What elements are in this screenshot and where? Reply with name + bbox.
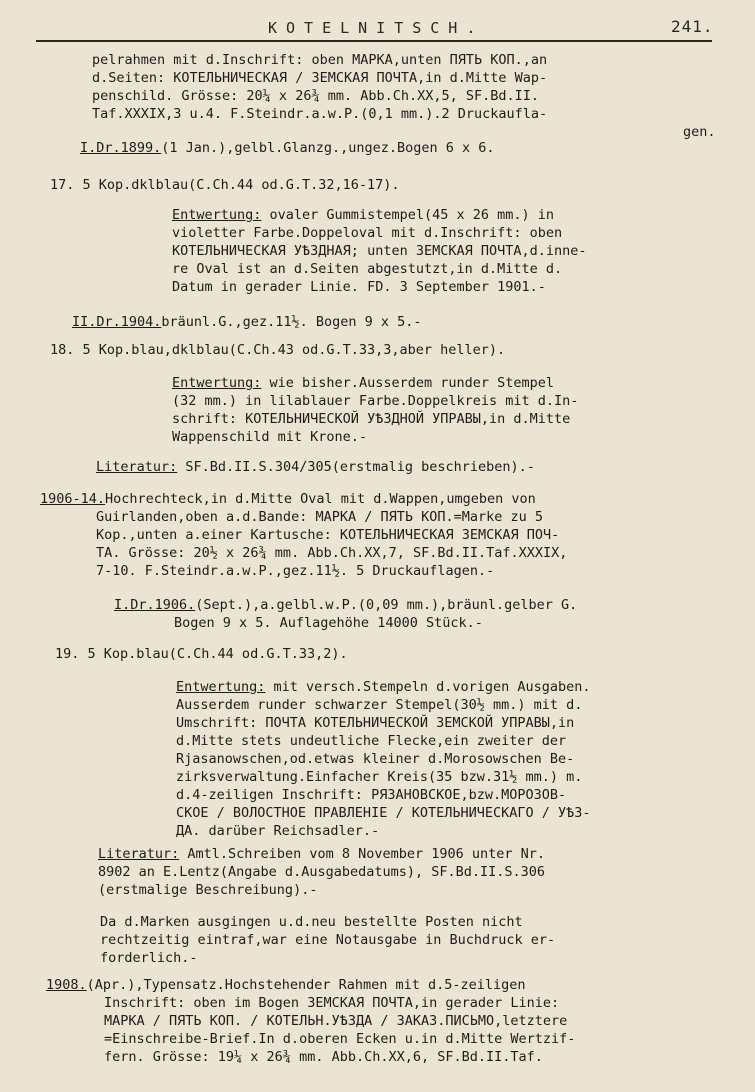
- line-text: (32 mm.) in lilablauer Farbe.Doppelkreis mit d.In-: [172, 393, 579, 409]
- line-text: Amtl.Schreiben vom 8 November 1906 unter Nr.: [179, 846, 546, 862]
- text-line: [172, 260, 587, 278]
- line-text: Da d.Marken ausgingen u.d.neu bestellte Posten nicht: [100, 914, 523, 930]
- line-text: d.Mitte stets undeutliche Flecke,ein zweiter der: [176, 733, 567, 749]
- text-block-cancel-17: [172, 206, 587, 296]
- underlined-label: I.Dr.1899.: [80, 140, 162, 156]
- text-line: [176, 786, 591, 804]
- line-text: (Apr.),Typensatz.Hochstehender Rahmen mit d.5-zeiligen: [86, 977, 526, 993]
- underlined-label: Literatur:: [98, 846, 180, 862]
- line-text: 7-10. F.Steindr.a.w.P.,gez.11½. 5 Druckauflagen.-: [96, 563, 495, 579]
- header-rule: [36, 40, 712, 42]
- line-text: zirksverwaltung.Einfacher Kreis(35 bzw.31½ mm.) m.: [176, 769, 583, 785]
- line-text: Datum in gerader Linie. FD. 3 September 1901.-: [172, 279, 546, 295]
- text-line: [172, 206, 587, 224]
- line-text: КОТЕЛЬНИЧЕСКАЯ УѢЗДНАЯ; unten ЗЕМСКАЯ ПОЧТА,d.inne-: [172, 243, 587, 259]
- line-text: mit versch.Stempeln d.vorigen Ausgaben.: [265, 679, 591, 695]
- text-line: [80, 139, 495, 157]
- text-block-cancel-18: [172, 374, 578, 446]
- text-line: [176, 732, 591, 750]
- text-line: [40, 526, 567, 544]
- text-block-printing-1906: [114, 596, 577, 632]
- line-text: (erstmalige Beschreibung).-: [98, 882, 318, 898]
- text-block-intro-continued: [92, 51, 716, 141]
- line-text: 17. 5 Kop.dklblau(C.Ch.44 od.G.T.32,16-17).: [50, 177, 400, 193]
- underlined-label: I.Dr.1906.: [114, 597, 196, 613]
- text-line: [96, 458, 535, 476]
- line-text: 19. 5 Kop.blau(C.Ch.44 od.G.T.33,2).: [55, 646, 348, 662]
- line-text: SF.Bd.II.S.304/305(erstmalig beschrieben).-: [177, 459, 535, 475]
- text-block-printing-1904: [72, 313, 422, 331]
- text-line: [114, 596, 577, 614]
- text-line: [98, 881, 545, 899]
- line-text: Umschrift: ПОЧТА КОТЕЛЬНИЧЕСКОЙ ЗЕМСКОЙ УПРАВЫ,in: [176, 715, 575, 731]
- text-line: [92, 105, 716, 123]
- text-line: [100, 931, 555, 949]
- line-text: МАРКА / ПЯТЬ КОП. / КОТЕЛЬН.УѢЗДА / ЗАКАЗ.ПИСЬМО,letztere: [104, 1013, 568, 1029]
- underlined-label: 1906-14.: [40, 491, 106, 507]
- text-block-printing-1899: [80, 139, 495, 157]
- text-line: [92, 87, 716, 105]
- text-line: [50, 341, 505, 359]
- text-block-literature-2: [98, 845, 545, 899]
- text-line: [50, 176, 400, 194]
- line-text: Taf.XXXIX,3 u.4. F.Steindr.a.w.P.(0,1 mm.).2 Druckaufla-: [92, 106, 548, 122]
- line-text: d.4-zeiligen Inschrift: РЯЗАНОВСКОЕ,bzw.МОРОЗОВ-: [176, 787, 567, 803]
- line-text: Rjasanowschen,od.etwas kleiner d.Morosowschen Be-: [176, 751, 575, 767]
- line-text: forderlich.-: [100, 950, 198, 966]
- line-text: ТА. Grösse: 20½ x 26¾ mm. Abb.Ch.XX,7, SF.Bd.II.Taf.XXXIX,: [96, 545, 568, 561]
- underlined-label: Entwertung:: [176, 679, 266, 695]
- text-line: [176, 768, 591, 786]
- text-line: [172, 374, 578, 392]
- text-line: [92, 69, 716, 87]
- line-text: penschild. Grösse: 20¼ x 26¾ mm. Abb.Ch.XX,5, SF.Bd.II.: [92, 88, 540, 104]
- underlined-label: Literatur:: [96, 459, 178, 475]
- text-block-note: [100, 913, 555, 967]
- text-line: [55, 645, 348, 663]
- text-line: [98, 845, 545, 863]
- underlined-label: Entwertung:: [172, 375, 262, 391]
- text-block-issue-1906: [40, 490, 567, 580]
- text-line: [98, 863, 545, 881]
- text-line: [176, 750, 591, 768]
- text-line: [176, 804, 591, 822]
- line-text: pelrahmen mit d.Inschrift: oben МАРКА,unten ПЯТЬ КОП.,an: [92, 52, 548, 68]
- text-line: [100, 913, 555, 931]
- underlined-label: Entwertung:: [172, 207, 262, 223]
- line-text: Hochrechteck,in d.Mitte Oval mit d.Wappen,umgeben von: [105, 491, 536, 507]
- line-text: d.Seiten: КОТЕЛЬНИЧЕСКАЯ / ЗЕМСКАЯ ПОЧТА,in d.Mitte Wap-: [92, 70, 548, 86]
- text-block-literature-1: [96, 458, 535, 476]
- text-line: [40, 544, 567, 562]
- text-line: [176, 822, 591, 840]
- text-line: [40, 508, 567, 526]
- text-block-stamp-19: [55, 645, 348, 663]
- line-text: =Einschreibe-Brief.In d.oberen Ecken u.in d.Mitte Wertzif-: [104, 1031, 576, 1047]
- line-text: Guirlanden,oben a.d.Bande: МАРКА / ПЯТЬ КОП.=Marke zu 5: [96, 509, 544, 525]
- text-line: [176, 678, 591, 696]
- underlined-label: II.Dr.1904.: [72, 314, 162, 330]
- text-line: [172, 242, 587, 260]
- line-text: (1 Jan.),gelbl.Glanzg.,ungez.Bogen 6 x 6.: [161, 140, 495, 156]
- page-number: 241.: [671, 17, 714, 36]
- line-text: Inschrift: oben im Bogen ЗЕМСКАЯ ПОЧТА,in gerader Linie:: [104, 995, 560, 1011]
- line-text: ДА. darüber Reichsadler.-: [176, 823, 380, 839]
- line-text: violetter Farbe.Doppeloval mit d.Inschrift: oben: [172, 225, 563, 241]
- text-line: [114, 614, 577, 632]
- text-line: [72, 313, 422, 331]
- text-block-issue-1908: [46, 976, 575, 1066]
- line-text: wie bisher.Ausserdem runder Stempel: [261, 375, 555, 391]
- text-line: [46, 1030, 575, 1048]
- text-line: [100, 949, 555, 967]
- line-text: 18. 5 Kop.blau,dklblau(C.Ch.43 od.G.T.33,3,aber heller).: [50, 342, 506, 358]
- text-line: [176, 696, 591, 714]
- text-line: [172, 392, 578, 410]
- line-text: re Oval ist an d.Seiten abgestutzt,in d.Mitte d.: [172, 261, 563, 277]
- text-line: [172, 410, 578, 428]
- line-text: Wappenschild mit Krone.-: [172, 429, 368, 445]
- line-text: Kop.,unten a.einer Kartusche: КОТЕЛЬНИЧЕСКАЯ ЗЕМСКАЯ ПОЧ-: [96, 527, 560, 543]
- text-line: [176, 714, 591, 732]
- line-text: СКОЕ / ВОЛОСТНОЕ ПРАВЛЕНІЕ / КОТЕЛЬНИЧЕСКАГО / УѢЗ-: [176, 805, 591, 821]
- line-text: Bogen 9 x 5. Auflagehöhe 14000 Stück.-: [174, 615, 483, 631]
- text-block-stamp-17: [50, 176, 400, 194]
- text-line: [92, 51, 716, 69]
- line-text: gen.: [683, 124, 716, 140]
- line-text: rechtzeitig eintraf,war eine Notausgabe in Buchdruck er-: [100, 932, 556, 948]
- line-text: ovaler Gummistempel(45 x 26 mm.) in: [261, 207, 555, 223]
- text-line: [46, 1012, 575, 1030]
- underlined-label: 1908.: [46, 977, 87, 993]
- text-line: [46, 976, 575, 994]
- line-text: 8902 an E.Lentz(Angabe d.Ausgabedatums), SF.Bd.II.S.306: [98, 864, 546, 880]
- line-text: bräunl.G.,gez.11½. Bogen 9 x 5.-: [161, 314, 422, 330]
- line-text: Ausserdem runder schwarzer Stempel(30½ mm.) mit d.: [176, 697, 583, 713]
- text-line: [172, 278, 587, 296]
- text-line: [46, 1048, 575, 1066]
- text-line: [172, 428, 578, 446]
- text-line: [40, 562, 567, 580]
- line-text: schrift: КОТЕЛЬНИЧЕСКОЙ УѢЗДНОЙ УПРАВЫ,in d.Mitte: [172, 411, 571, 427]
- text-line: [40, 490, 567, 508]
- text-line: [172, 224, 587, 242]
- text-block-stamp-18: [50, 341, 505, 359]
- line-text: fern. Grösse: 19¼ x 26¾ mm. Abb.Ch.XX,6, SF.Bd.II.Taf.: [104, 1049, 543, 1065]
- running-header-title: KOTELNITSCH.: [268, 19, 485, 37]
- text-block-cancel-19: [176, 678, 591, 840]
- text-line: [46, 994, 575, 1012]
- line-text: (Sept.),a.gelbl.w.P.(0,09 mm.),bräunl.gelber G.: [195, 597, 578, 613]
